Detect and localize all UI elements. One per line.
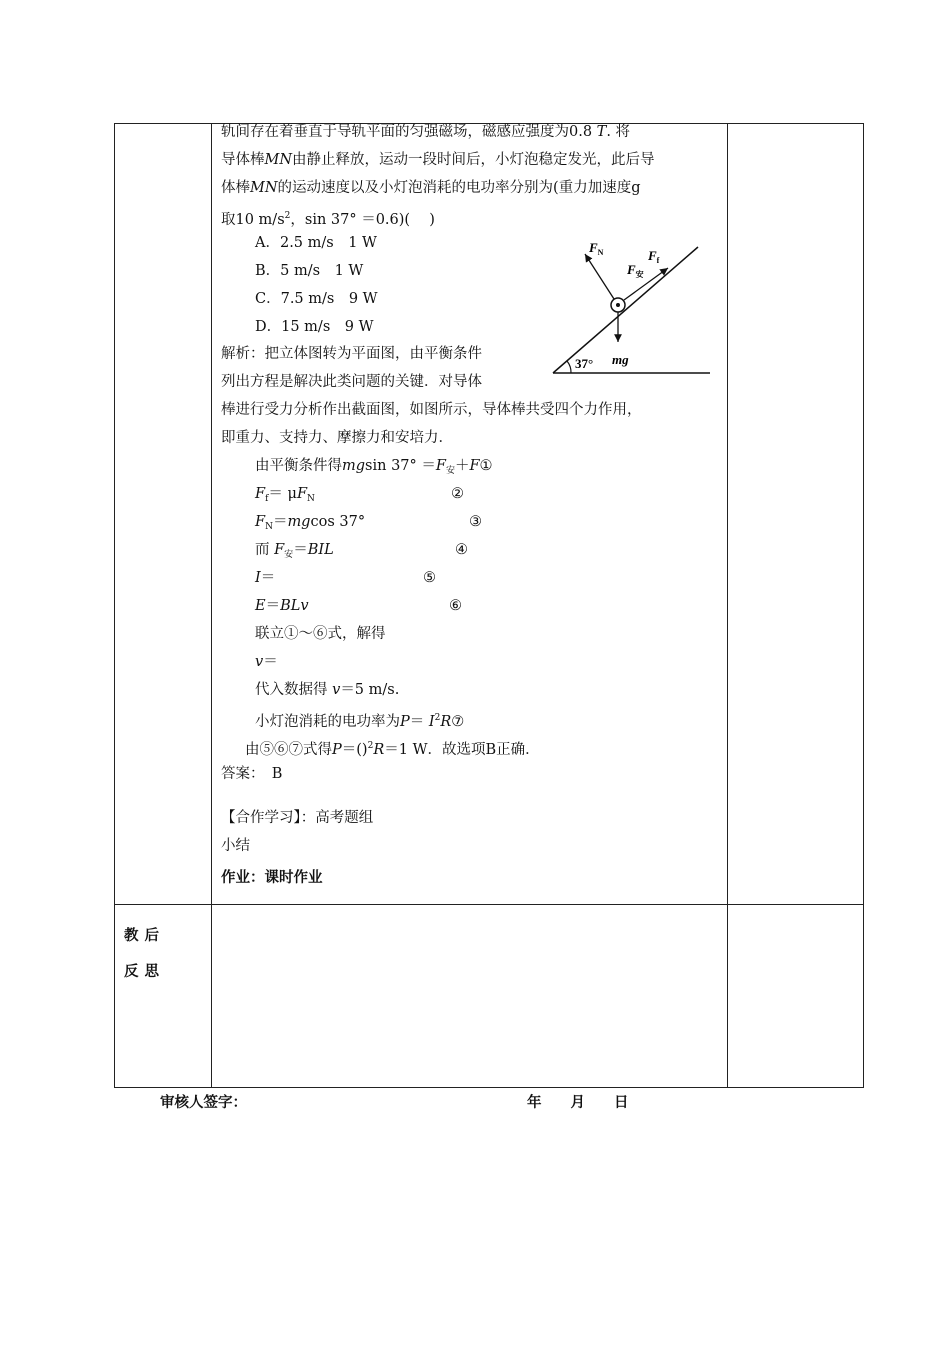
- equation-5-number: ⑤: [423, 570, 436, 586]
- fan-label: $F_安$: [627, 262, 644, 279]
- problem-line-1: 轨间存在着垂直于导轨平面的匀强磁场，磁感应强度为0.8 T. 将: [221, 124, 631, 140]
- problem-line-3: 体棒MN的运动速度以及小灯泡消耗的电功率分别为(重力加速度g: [221, 180, 641, 196]
- equation-4: 而 $F_安=BIL$: [255, 542, 334, 560]
- force-diagram: [545, 230, 715, 380]
- mg-label: mg: [612, 352, 629, 367]
- equation-5: I＝: [255, 570, 276, 586]
- equation-10: 小灯泡消耗的电功率为$P= I^2R⑦$: [255, 713, 465, 730]
- fn-label: $F_N$: [589, 240, 604, 257]
- analysis-line-1: 解析：把立体图转为平面图，由平衡条件: [221, 346, 482, 362]
- problem-line-4: 取10 $m/s^2$，sin 37° ＝0.6)( ): [221, 211, 435, 228]
- equation-4-number: ④: [455, 542, 468, 558]
- date-field: 年 月 日: [527, 1095, 629, 1111]
- equation-1: 由平衡条件得mgsin $37^\circ =F_安+F①$: [255, 458, 493, 476]
- analysis-line-2: 列出方程是解决此类问题的关键．对导体: [221, 374, 482, 390]
- equation-8: v＝: [255, 654, 278, 670]
- option-b: B．5 m/s 1 W: [255, 263, 364, 279]
- equation-9: 代入数据得 v＝5 m/s.: [255, 682, 400, 698]
- column-divider: [727, 124, 728, 1087]
- equation-2-number: ②: [451, 486, 464, 502]
- summary-heading: 小结: [221, 838, 250, 854]
- rod-center-dot: [616, 303, 620, 307]
- analysis-line-4: 即重力、支持力、摩擦力和安培力．: [221, 430, 453, 446]
- answer-line: 答案： B: [221, 766, 283, 782]
- homework-heading: 作业：课时作业: [221, 870, 323, 886]
- angle-label: 37°: [575, 356, 594, 371]
- equation-6: E＝BLv: [255, 598, 309, 614]
- row-divider: [115, 904, 863, 905]
- equation-6-number: ⑥: [449, 598, 462, 614]
- equation-11: 由⑤⑥⑦式得P＝()$^2$R＝1 W．故选项B正确．: [245, 741, 540, 758]
- option-c: C．7.5 m/s 9 W: [255, 291, 378, 307]
- option-a: A．2.5 m/s 1 W: [255, 235, 377, 251]
- normal-force-arrow: [585, 254, 614, 299]
- reviewer-signature-label: 审核人签字：: [160, 1095, 247, 1111]
- reflection-label-line-2: 反思: [124, 964, 165, 980]
- reflection-label-line-1: 教后: [124, 928, 165, 944]
- column-divider: [211, 124, 212, 1087]
- option-d: D．15 m/s 9 W: [255, 319, 374, 335]
- analysis-line-3: 棒进行受力分析作出截面图，如图所示，导体棒共受四个力作用，: [221, 402, 642, 418]
- equation-3-number: ③: [469, 514, 482, 530]
- equation-7: 联立①～⑥式，解得: [255, 626, 386, 642]
- problem-line-2: 导体棒MN由静止释放，运动一段时间后，小灯泡稳定发光，此后导: [221, 152, 655, 168]
- ff-label: $F_f$: [648, 248, 660, 265]
- equation-3: $F_N=mgcos$ 37°: [255, 514, 366, 532]
- equation-2: $F_f= \mu F_N$: [255, 486, 315, 504]
- angle-arc: [567, 361, 571, 373]
- lesson-table: [114, 123, 864, 1088]
- coop-learning-heading: 【合作学习】：高考题组: [221, 810, 374, 826]
